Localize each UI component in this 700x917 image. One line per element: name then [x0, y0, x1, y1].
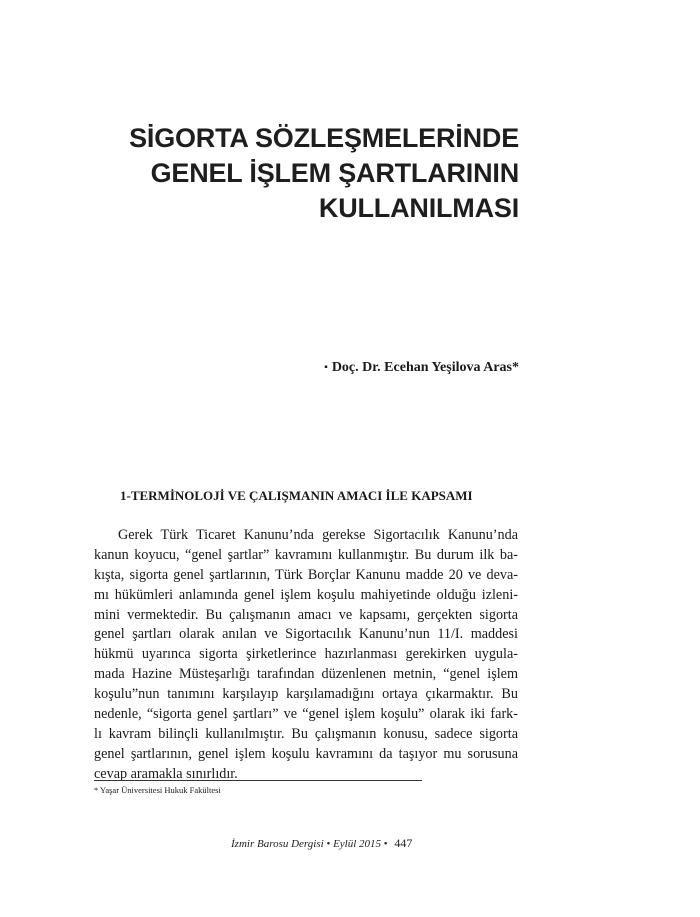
page-footer — [231, 836, 412, 851]
journal-name: İzmir Barosu Dergisi — [231, 838, 324, 850]
body-line: lı kavram bilinçli kullanılmıştır. Bu çalışmanın konusu, sadece sigorta — [94, 725, 518, 742]
body-line: mini vermektedir. Bu çalışmanın amacı ve kapsamı, gerçekten sigorta — [94, 606, 518, 623]
body-line: mada Hazine Müsteşarlığı tarafından düzenlenen metnin, “genel işlem — [94, 666, 518, 683]
issue-date: Eylül 2015 — [333, 838, 382, 850]
body-line: mı hükümleri anlamında genel işlem koşulu mahiyetinde olduğu izleni- — [94, 586, 518, 603]
section-heading: 1-TERMİNOLOJİ VE ÇALIŞMANIN AMACI İLE KAPSAMI — [120, 488, 473, 503]
body-line: genel şartları olarak anılan ve Sigortacılık Kanunu’nun 11/I. maddesi — [94, 626, 518, 643]
article-title — [129, 121, 519, 226]
body-line: koşulu”nun tanımını karşılayıp karşılamadığını ortaya çıkarmaktır. Bu — [94, 686, 518, 703]
title-line-2: GENEL İŞLEM ŞARTLARININ — [150, 158, 519, 188]
author-name: Doç. Dr. Ecehan Yeşilova Aras* — [331, 360, 519, 375]
footer-separator: • — [323, 838, 334, 850]
author-line — [324, 360, 519, 376]
footnote: * Yaşar Üniversitesi Hukuk Fakültesi — [94, 785, 221, 795]
title-line-3: KULLANILMASI — [318, 193, 519, 223]
footnote-divider — [94, 780, 422, 781]
page-number: 447 — [394, 836, 413, 850]
body-line: cevap aramakla sınırlıdır. — [94, 765, 238, 782]
body-line: genel şartlarının, genel işlem koşulu kavramını da taşıyor mu sorusuna — [94, 745, 518, 762]
title-line-1: SİGORTA SÖZLEŞMELERİNDE — [129, 123, 519, 153]
footer-separator: • — [381, 838, 391, 850]
body-line: nedenle, “sigorta genel şartları” ve “genel işlem koşulu” olarak iki fark- — [94, 706, 518, 723]
body-paragraph — [94, 526, 518, 785]
body-line: hükmü uyarınca sigorta şirketlerince hazırlanması gerekirken uygula- — [94, 646, 518, 663]
body-line: kanun koyucu, “genel şartlar” kavramını kullanmıştır. Bu durum ilk ba- — [94, 546, 518, 563]
square-bullet-icon: ▪ — [324, 362, 328, 373]
body-line: kışta, sigorta genel şartlarının, Türk Borçlar Kanunu madde 20 ve deva- — [94, 566, 518, 583]
body-line: Gerek Türk Ticaret Kanunu’nda gerekse Sigortacılık Kanunu’nda — [118, 527, 518, 543]
